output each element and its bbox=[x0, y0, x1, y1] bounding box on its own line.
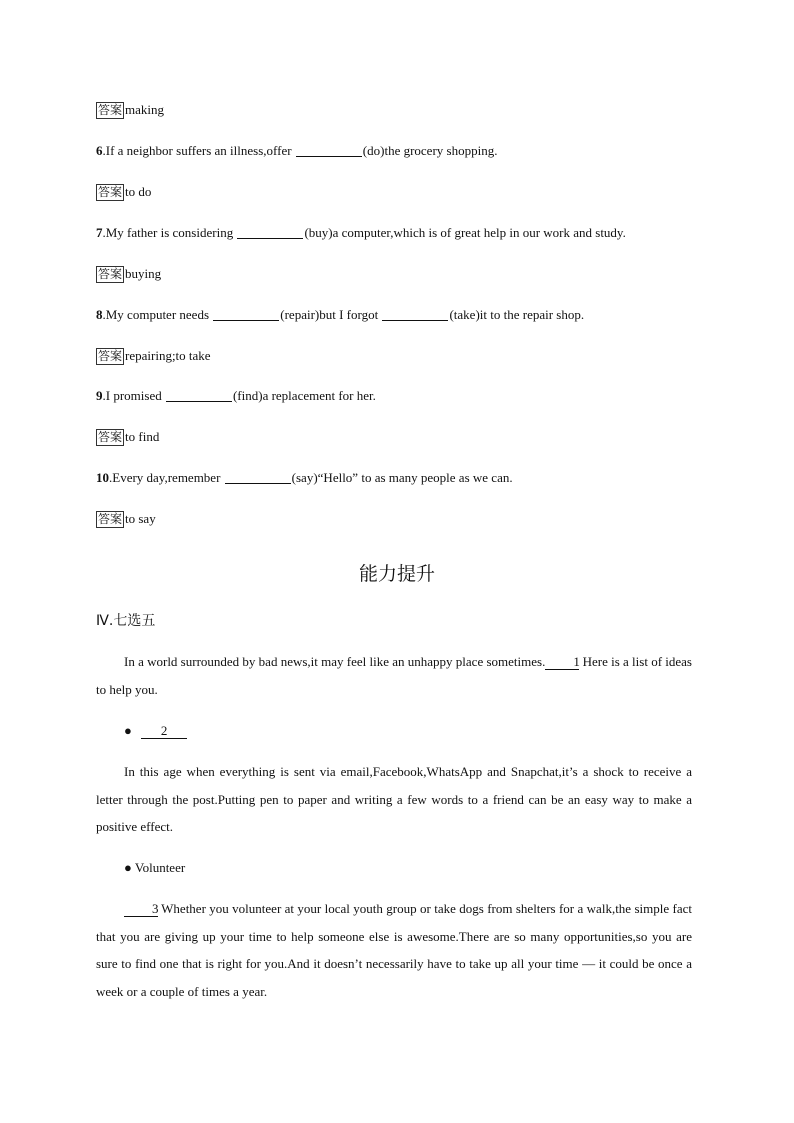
question-9 bbox=[96, 387, 376, 405]
answer-badge: 答案 bbox=[98, 267, 123, 281]
answer-badge: 答案 bbox=[98, 185, 123, 199]
answer-text: repairing;to take bbox=[125, 348, 211, 363]
answer-line-10 bbox=[96, 510, 156, 528]
question-text: (say)“Hello” to as many people as we can. bbox=[291, 470, 513, 485]
question-6 bbox=[96, 142, 497, 160]
answer-badge: 答案 bbox=[98, 103, 123, 117]
question-8 bbox=[96, 306, 584, 324]
question-10 bbox=[96, 469, 513, 487]
fill-blank[interactable] bbox=[237, 226, 303, 239]
part-title: Ⅳ.七选五 bbox=[96, 613, 156, 629]
bullet-icon: ● bbox=[124, 860, 132, 875]
question-text: .I promised bbox=[102, 388, 165, 403]
fill-blank[interactable] bbox=[382, 308, 448, 321]
question-text: .My computer needs bbox=[102, 307, 213, 322]
passage-paragraph-1 bbox=[96, 648, 692, 703]
section-title: 能力提升 bbox=[358, 563, 435, 585]
fill-blank[interactable] bbox=[166, 389, 232, 402]
question-text: (take)it to the repair shop. bbox=[449, 307, 585, 322]
bullet-item-1 bbox=[124, 722, 187, 740]
bullet-item-volunteer bbox=[124, 859, 185, 877]
question-number: 6 bbox=[96, 143, 103, 158]
bullet-text: Volunteer bbox=[134, 860, 186, 875]
fill-blank[interactable] bbox=[296, 144, 362, 157]
passage-paragraph-3 bbox=[96, 895, 692, 1005]
answer-line-6 bbox=[96, 183, 151, 201]
answer-line-8 bbox=[96, 347, 211, 365]
answer-text: making bbox=[125, 102, 165, 117]
question-text: (find)a replacement for her. bbox=[232, 388, 376, 403]
answer-badge: 答案 bbox=[98, 430, 123, 444]
answer-line-9 bbox=[96, 428, 159, 446]
answer-text: to find bbox=[125, 429, 160, 444]
question-text: .If a neighbor suffers an illness,offer bbox=[102, 143, 295, 158]
bullet-icon: ● bbox=[124, 723, 132, 738]
question-number: 10 bbox=[96, 470, 109, 485]
blank-2[interactable]: 2 bbox=[141, 724, 187, 739]
answer-text: to say bbox=[125, 511, 156, 526]
question-7 bbox=[96, 224, 626, 242]
answer-line-5 bbox=[96, 101, 164, 119]
question-text: (do)the grocery shopping. bbox=[362, 143, 498, 158]
answer-badge: 答案 bbox=[98, 349, 123, 363]
paragraph-text: Here is a list of ideas to help you. bbox=[96, 654, 692, 697]
question-text: (buy)a computer,which is of great help in our work and study. bbox=[304, 225, 626, 240]
answer-line-7 bbox=[96, 265, 161, 283]
question-number: 8 bbox=[96, 307, 103, 322]
paragraph-text: Whether you volunteer at your local youth group or take dogs from shelters for a walk,the simple fact that you are giving up your time to help someone else is awesome.There are so many opportunities,so you are sure to find one that is right for you.And it doesn’t necessarily have to take up all your time — it could be once a week or a couple of times a year. bbox=[96, 901, 692, 999]
blank-1[interactable]: 1 bbox=[545, 655, 579, 670]
fill-blank[interactable] bbox=[213, 308, 279, 321]
question-text: .My father is considering bbox=[102, 225, 237, 240]
question-text: .Every day,remember bbox=[109, 470, 224, 485]
question-text: (repair)but I forgot bbox=[280, 307, 382, 322]
passage-paragraph-2: In this age when everything is sent via email,Facebook,WhatsApp and Snapchat,it’s a shock to receive a letter through the post.Putting pen to paper and writing a few words to a friend can be an easy way to make a positive effect. bbox=[96, 764, 692, 834]
fill-blank[interactable] bbox=[225, 471, 291, 484]
blank-3[interactable]: 3 bbox=[124, 902, 158, 917]
answer-badge: 答案 bbox=[98, 512, 123, 526]
answer-text: to do bbox=[125, 184, 152, 199]
question-number: 7 bbox=[96, 225, 103, 240]
answer-text: buying bbox=[125, 266, 162, 281]
paragraph-text: In a world surrounded by bad news,it may feel like an unhappy place sometimes. bbox=[124, 654, 546, 669]
question-number: 9 bbox=[96, 388, 103, 403]
